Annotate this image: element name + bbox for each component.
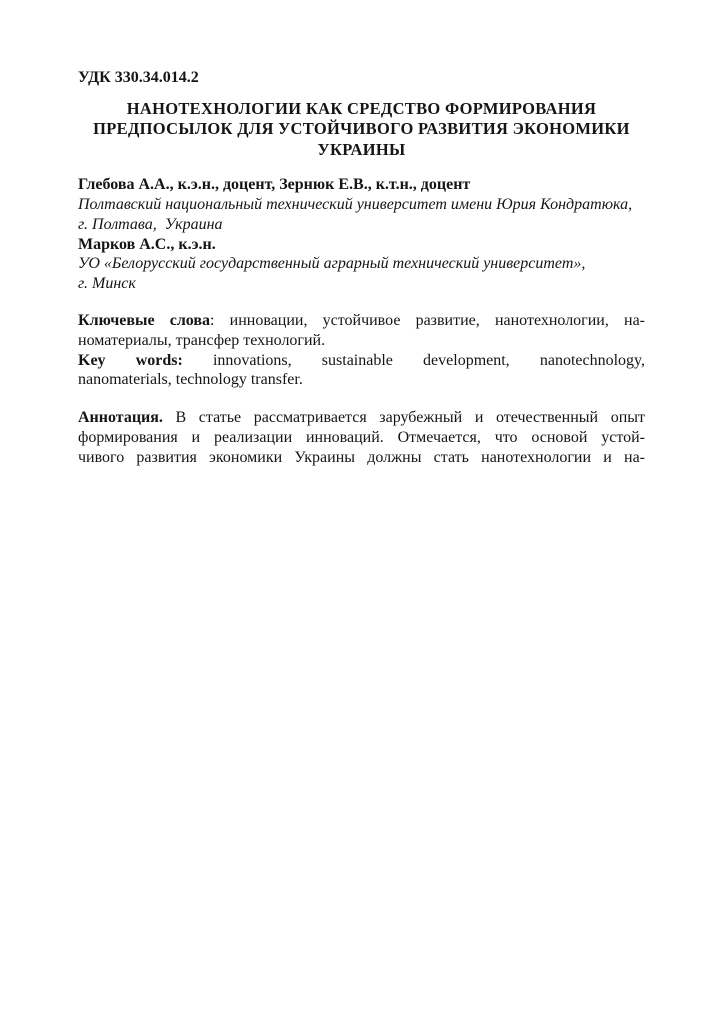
keywords-en-line-2: nanomaterials, technology transfer. — [78, 371, 303, 389]
keywords-en-label: Key words: — [78, 351, 183, 369]
abstract-line-2: формирования и реализации инноваций. Отмечается, что основой устой- — [78, 429, 645, 447]
abstract-text-line-1: В статье рассматривается зарубежный и отечественный опыт — [162, 409, 645, 427]
article-title-line-2: ПРЕДПОСЫЛОК ДЛЯ УСТОЙЧИВОГО РАЗВИТИЯ ЭКОНОМИКИ — [93, 119, 630, 139]
article-title-line-3: УКРАИНЫ — [317, 139, 406, 159]
affiliation-2-city: г. Минск — [78, 275, 136, 293]
abstract-line-3: чивого развития экономики Украины должны стать нанотехнологии и на- — [78, 448, 645, 466]
keywords-en-line-1 — [78, 351, 645, 371]
affiliation-2-university: УО «Белорусский государственный аграрный технический университет», — [78, 255, 586, 273]
affiliation-1-city: г. Полтава, Украина — [78, 215, 223, 233]
keywords-ru-terms: : инновации, устойчивое развитие, нанотехнологии, на- — [210, 312, 646, 330]
keywords-ru-line-2: номатериалы, трансфер технологий. — [78, 331, 326, 349]
article-title — [78, 99, 645, 161]
article-title-line-1: НАНОТЕХНОЛОГИИ КАК СРЕДСТВО ФОРМИРОВАНИЯ — [126, 98, 597, 118]
abstract-label: Аннотация. — [78, 409, 163, 427]
keywords-ru-label: Ключевые слова — [78, 312, 211, 330]
author-names-group-2: Марков А.С., к.э.н. — [78, 235, 216, 253]
abstract-line-1 — [78, 408, 645, 428]
author-names-group-1: Глебова А.А., к.э.н., доцент, Зернюк Е.В., к.т.н., доцент — [78, 176, 471, 194]
keywords-en-terms: innovations, sustainable development, nanotechnology, — [182, 351, 645, 369]
authors-block — [78, 175, 645, 294]
keywords-ru-line-1 — [78, 311, 645, 331]
affiliation-1-university: Полтавский национальный технический университет имени Юрия Кондратюка, — [78, 196, 633, 214]
keywords-block — [78, 311, 645, 390]
udc-code: УДК 330.34.014.2 — [78, 69, 199, 86]
abstract-block — [78, 408, 645, 467]
